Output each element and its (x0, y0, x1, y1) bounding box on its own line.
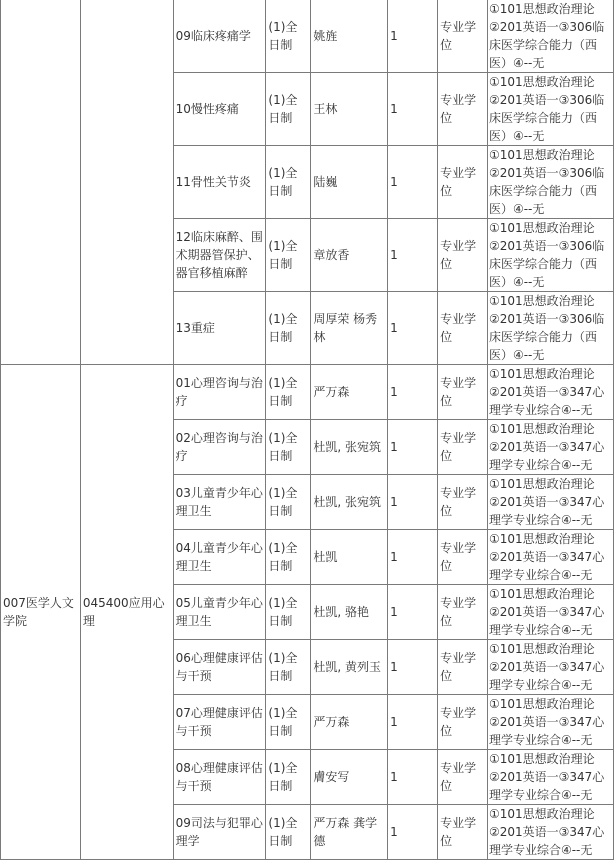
exam-subjects (487, 640, 613, 695)
exam-subject-line: 医）④--无 (488, 348, 545, 362)
enrollment-count: 1 (388, 475, 438, 530)
exam-subject-line: 医）④--无 (488, 275, 545, 289)
degree-type: 专业学位 (438, 73, 488, 146)
research-direction: 06心理健康评估与干预 (173, 640, 266, 695)
degree-type: 专业学位 (438, 292, 488, 365)
exam-subjects (487, 73, 613, 146)
enrollment-count: 1 (388, 146, 438, 219)
exam-subject-line: ②201英语一③347心 (488, 770, 605, 784)
study-mode: (1)全日制 (266, 146, 311, 219)
exam-subjects (487, 475, 613, 530)
exam-subjects (487, 695, 613, 750)
study-mode: (1)全日制 (266, 475, 311, 530)
exam-subjects (487, 146, 613, 219)
research-direction: 11骨性关节炎 (173, 146, 266, 219)
exam-subjects (487, 219, 613, 292)
supervisor: 杜凯, 张宛筑 (311, 420, 388, 475)
exam-subjects (487, 585, 613, 640)
study-mode: (1)全日制 (266, 695, 311, 750)
exam-subject-line: ①101思想政治理论 (488, 477, 595, 491)
research-direction: 09临床疼痛学 (173, 0, 266, 73)
supervisor: 杜凯 (311, 530, 388, 585)
exam-subject-line: ②201英语一③347心 (488, 440, 605, 454)
table-row (1, 0, 614, 73)
degree-type: 专业学位 (438, 585, 488, 640)
exam-subject-line: ①101思想政治理论 (488, 148, 595, 162)
research-direction: 04儿童青少年心理卫生 (173, 530, 266, 585)
exam-subject-line: ①101思想政治理论 (488, 422, 595, 436)
exam-subjects (487, 750, 613, 805)
degree-type: 专业学位 (438, 695, 488, 750)
major-cell: 045400应用心理 (80, 365, 173, 860)
exam-subject-line: ①101思想政治理论 (488, 367, 595, 381)
exam-subject-line: 医）④--无 (488, 129, 545, 143)
study-mode: (1)全日制 (266, 805, 311, 860)
enrollment-count: 1 (388, 292, 438, 365)
exam-subject-line: ①101思想政治理论 (488, 2, 595, 16)
exam-subject-line: ②201英语一③347心 (488, 825, 605, 839)
research-direction: 07心理健康评估与干预 (173, 695, 266, 750)
college-cell (1, 0, 81, 365)
degree-type: 专业学位 (438, 365, 488, 420)
study-mode: (1)全日制 (266, 420, 311, 475)
study-mode: (1)全日制 (266, 750, 311, 805)
degree-type: 专业学位 (438, 805, 488, 860)
supervisor: 严万森 (311, 695, 388, 750)
research-direction: 03儿童青少年心理卫生 (173, 475, 266, 530)
supervisor: 膚安写 (311, 750, 388, 805)
exam-subject-line: ①101思想政治理论 (488, 752, 595, 766)
exam-subject-line: ①101思想政治理论 (488, 642, 595, 656)
supervisor: 陆巍 (311, 146, 388, 219)
enrollment-count: 1 (388, 805, 438, 860)
exam-subject-line: ②201英语一③347心 (488, 550, 605, 564)
degree-type: 专业学位 (438, 219, 488, 292)
exam-subject-line: 理学专业综合④--无 (488, 568, 593, 582)
supervisor: 严万森 (311, 365, 388, 420)
supervisor: 王林 (311, 73, 388, 146)
exam-subject-line: 理学专业综合④--无 (488, 678, 593, 692)
exam-subject-line: 床医学综合能力（西 (488, 111, 597, 125)
research-direction: 12临床麻醉、围术期器管保护、器官移植麻醉 (173, 219, 266, 292)
research-direction: 10慢性疼痛 (173, 73, 266, 146)
exam-subject-line: 理学专业综合④--无 (488, 733, 593, 747)
exam-subject-line: ②201英语一③306临 (488, 239, 605, 253)
supervisor: 杜凯, 黄列玉 (311, 640, 388, 695)
research-direction: 09司法与犯罪心理学 (173, 805, 266, 860)
study-mode: (1)全日制 (266, 585, 311, 640)
exam-subject-line: 床医学综合能力（西 (488, 184, 597, 198)
exam-subject-line: ①101思想政治理论 (488, 697, 595, 711)
degree-type: 专业学位 (438, 750, 488, 805)
table-row (1, 365, 614, 420)
exam-subject-line: ②201英语一③347心 (488, 715, 605, 729)
study-mode: (1)全日制 (266, 73, 311, 146)
supervisor: 杜凯, 张宛筑 (311, 475, 388, 530)
exam-subjects (487, 420, 613, 475)
major-cell (80, 0, 173, 365)
exam-subject-line: 床医学综合能力（西 (488, 38, 597, 52)
enrollment-count: 1 (388, 365, 438, 420)
enrollment-count: 1 (388, 73, 438, 146)
exam-subject-line: 理学专业综合④--无 (488, 513, 593, 527)
enrollment-count: 1 (388, 640, 438, 695)
exam-subject-line: 床医学综合能力（西 (488, 257, 597, 271)
exam-subject-line: ②201英语一③306临 (488, 166, 605, 180)
exam-subjects (487, 0, 613, 73)
college-cell: 007医学人文学院 (1, 365, 81, 860)
exam-subject-line: 医）④--无 (488, 202, 545, 216)
exam-subject-line: ②201英语一③347心 (488, 605, 605, 619)
exam-subject-line: 理学专业综合④--无 (488, 458, 593, 472)
table-body (1, 0, 614, 860)
study-mode: (1)全日制 (266, 219, 311, 292)
exam-subject-line: ②201英语一③306临 (488, 312, 605, 326)
exam-subject-line: ②201英语一③306临 (488, 93, 605, 107)
exam-subject-line: ①101思想政治理论 (488, 294, 595, 308)
enrollment-count: 1 (388, 420, 438, 475)
degree-type: 专业学位 (438, 640, 488, 695)
enrollment-count: 1 (388, 695, 438, 750)
enrollment-count: 1 (388, 530, 438, 585)
study-mode: (1)全日制 (266, 365, 311, 420)
exam-subject-line: 理学专业综合④--无 (488, 403, 593, 417)
exam-subject-line: ②201英语一③347心 (488, 495, 605, 509)
supervisor: 章放香 (311, 219, 388, 292)
research-direction: 13重症 (173, 292, 266, 365)
supervisor: 杜凯, 骆艳 (311, 585, 388, 640)
exam-subject-line: 理学专业综合④--无 (488, 788, 593, 802)
exam-subjects (487, 530, 613, 585)
study-mode: (1)全日制 (266, 640, 311, 695)
exam-subject-line: ①101思想政治理论 (488, 532, 595, 546)
supervisor: 周厚荣 杨秀林 (311, 292, 388, 365)
enrollment-count: 1 (388, 750, 438, 805)
enrollment-count: 1 (388, 585, 438, 640)
degree-type: 专业学位 (438, 146, 488, 219)
exam-subject-line: ①101思想政治理论 (488, 75, 595, 89)
exam-subject-line: ①101思想政治理论 (488, 587, 595, 601)
exam-subject-line: ②201英语一③347心 (488, 385, 605, 399)
research-direction: 05儿童青少年心理卫生 (173, 585, 266, 640)
degree-type: 专业学位 (438, 420, 488, 475)
exam-subjects (487, 805, 613, 860)
research-direction: 01心理咨询与治疗 (173, 365, 266, 420)
study-mode: (1)全日制 (266, 292, 311, 365)
exam-subject-line: ①101思想政治理论 (488, 807, 595, 821)
supervisor: 姚旌 (311, 0, 388, 73)
exam-subjects (487, 292, 613, 365)
exam-subject-line: 医）④--无 (488, 56, 545, 70)
degree-type: 专业学位 (438, 475, 488, 530)
study-mode: (1)全日制 (266, 530, 311, 585)
research-direction: 02心理咨询与治疗 (173, 420, 266, 475)
exam-subject-line: 床医学综合能力（西 (488, 330, 597, 344)
degree-type: 专业学位 (438, 0, 488, 73)
research-direction: 08心理健康评估与干预 (173, 750, 266, 805)
enrollment-count: 1 (388, 219, 438, 292)
enrollment-count: 1 (388, 0, 438, 73)
exam-subject-line: ②201英语一③347心 (488, 660, 605, 674)
exam-subject-line: ①101思想政治理论 (488, 221, 595, 235)
degree-type: 专业学位 (438, 530, 488, 585)
exam-subject-line: 理学专业综合④--无 (488, 843, 593, 857)
study-mode: (1)全日制 (266, 0, 311, 73)
supervisor: 严万森 龚学德 (311, 805, 388, 860)
exam-subject-line: ②201英语一③306临 (488, 20, 605, 34)
exam-subjects (487, 365, 613, 420)
exam-subject-line: 理学专业综合④--无 (488, 623, 593, 637)
